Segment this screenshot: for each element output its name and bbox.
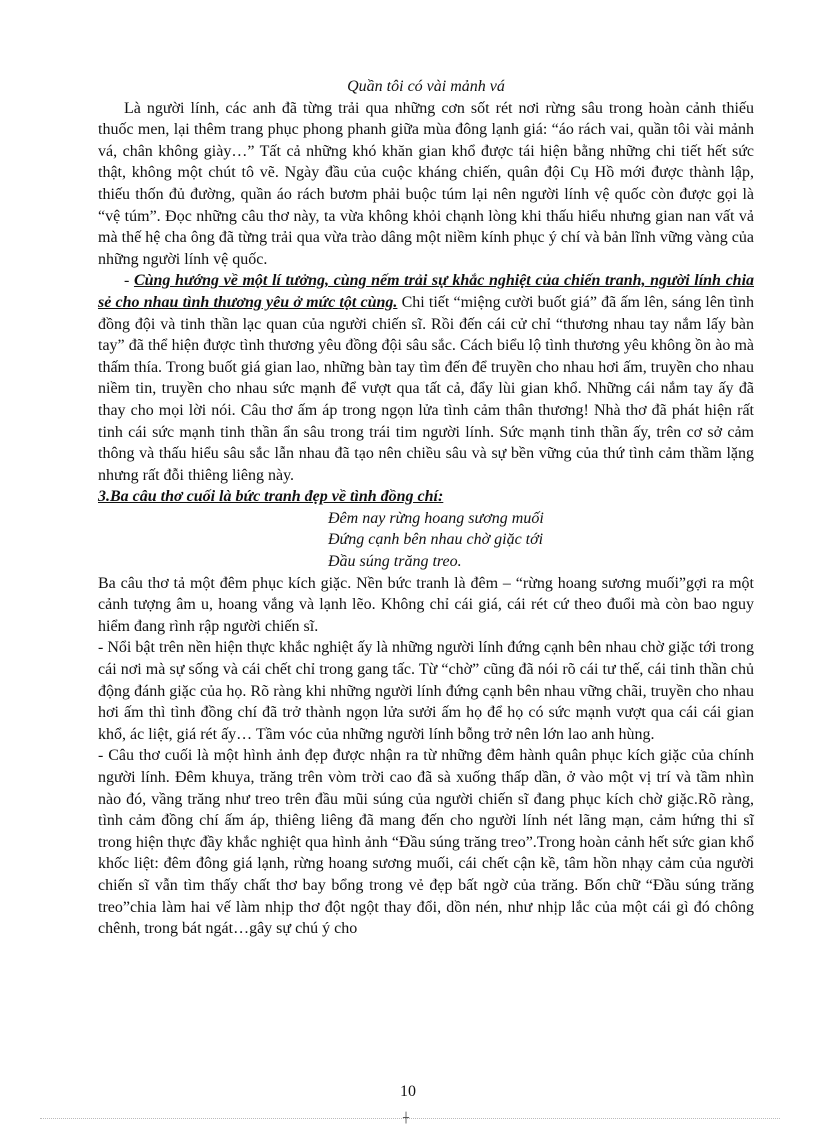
paragraph-2 [98,270,754,486]
document-body [98,76,754,940]
poem-line: Đứng cạnh bên nhau chờ giặc tới [328,531,544,549]
paragraph-1: Là người lính, các anh đã từng trải qua những cơn sốt rét nơi rừng sâu trong hoàn cảnh thiếu thuốc men, lại thêm trang phục phong phanh giữa mùa đông lạnh giá: “áo rách vai, quần tôi vài mảnh vá, chân không giày…” Tất cả những khó khăn gian khổ được tái hiện bằng những chi tiết hết sức thật, không một chút tô vẽ. Ngày đầu của cuộc kháng chiến, quân đội Cụ Hồ mới được thành lập, thiếu thốn đủ đường, quần áo rách bươm phải buộc túm lại nên người lính vệ quốc còn được gọi là “vệ túm”. Đọc những câu thơ này, ta vừa không khỏi chạnh lòng khi thấu hiểu nhưng gian nan vất vả mà thế hệ cha ông đã từng trải qua vừa trào dâng một niềm kính phục ý chí và bản lĩnh vững vàng của những người lính vệ quốc. [98,99,754,268]
poem-block [328,508,754,573]
page-footer-divider [40,1118,780,1119]
verse-line: Quần tôi có vài mảnh vá [347,78,505,95]
page-number: 10 [400,1083,416,1100]
dash: - [124,272,134,290]
section-break-icon: ┼ [403,1113,410,1124]
paragraph-2-text: Chi tiết “miệng cười buốt giá” đã ấm lên, sáng lên tình đồng đội và tinh thần lạc quan của người chiến sĩ. Rồi đến cái cử chỉ “thương nhau tay nắm lấy bàn tay” đã thể hiện được tình thương yêu đồng đội sâu sắc. Cách biểu lộ tình thương yêu không ồn ào mà thấm thía. Trong buốt giá gian lao, những bàn tay tìm đến để truyền cho nhau hơi ấm, truyền cho nhau niềm tin, truyền cho nhau sức mạnh để vượt qua tất cả, đẩy lùi gian khổ. Những cái nắm tay ấy đã thay cho mọi lời nói. Câu thơ ấm áp trong ngọn lửa tình cảm thân thương! Nhà thơ đã phát hiện rất tinh cái sức mạnh tinh thần ẩn sâu trong trái tim người lính. Sức mạnh tinh thần ấy, trên cơ sở cảm thông và thấu hiểu sâu sắc lẫn nhau đã tạo nên chiều sâu và sự bền vững của thứ tình cảm thầm lặng nhưng rất đỗi thiêng liêng này. [98,293,755,484]
poem-line: Đêm nay rừng hoang sương muối [328,509,544,527]
emphasized-thesis: Cùng hướng về một lí tưởng, cùng nếm trải sự khắc nghiệt của chiến tranh, người lính chia sẻ cho nhau tình thương yêu ở mức tột cùng [98,272,755,311]
paragraph-3: Ba câu thơ tả một đêm phục kích giặc. Nền bức tranh là đêm – “rừng hoang sương muối”gợi ra một cảnh tượng âm u, hoang vắng và lạnh lẽo. Không chỉ cái giá, cái rét cứ theo đuổi mà còn bao nguy hiểm đang rình rập người chiến sĩ. [98,574,754,635]
paragraph-4: - Nổi bật trên nền hiện thực khắc nghiệt ấy là những người lính đứng cạnh bên nhau chờ giặc tới trong cái nơi mà sự sống và cái chết chỉ trong gang tấc. Từ “chờ” cũng đã nói rõ cái tư thế, cái tinh thần chủ động đánh giặc của họ. Rõ ràng khi những người lính đứng cạnh bên nhau vững chãi, truyền cho nhau hơi ấm thì tình đồng chí đã trở thành ngọn lửa sưởi ấm họ để họ có sức mạnh vượt qua cái cái gian khổ, ác liệt, giá rét ấy… Tầm vóc của những người lính bỗng trở nên lớn lao anh hùng. [98,639,754,743]
section-heading-3: 3.Ba câu thơ cuối là bức tranh đẹp về tình đồng chí: [98,488,444,506]
poem-line: Đầu súng trăng treo. [328,553,462,571]
thesis-period: . [393,293,398,311]
paragraph-5: - Câu thơ cuối là một hình ảnh đẹp được nhận ra từ những đêm hành quân phục kích giặc của chính người lính. Đêm khuya, trăng trên vòm trời cao đã sà xuống thấp dần, ở vào một vị trí và tầm nhìn nào đó, vầng trăng như treo trên đầu mũi súng của người chiến sĩ đang phục kích chờ giặc.Rõ ràng, tình cảm đồng chí ấm áp, thiêng liêng đã mang đến cho người lính nét lãng mạn, cảm hứng thi sĩ trong hiện thực đầy khắc nghiệt qua hình ảnh “Đầu súng trăng treo”.Trong hoàn cảnh hết sức gian khổ khốc liệt: đêm đông giá lạnh, rừng hoang sương muối, cái chết cận kề, tâm hồn nhạy cảm của người chiến sĩ vẫn tìm thấy chất thơ bay bổng trong vẻ đẹp bất ngờ của trăng. Bốn chữ “Đầu súng trăng treo”chia làm hai vế làm nhịp thơ đột ngột thay đổi, dồn nén, như nhịp lắc của một cái gì đó chông chênh, trong bát ngát…gây sự chú ý cho [98,747,754,938]
